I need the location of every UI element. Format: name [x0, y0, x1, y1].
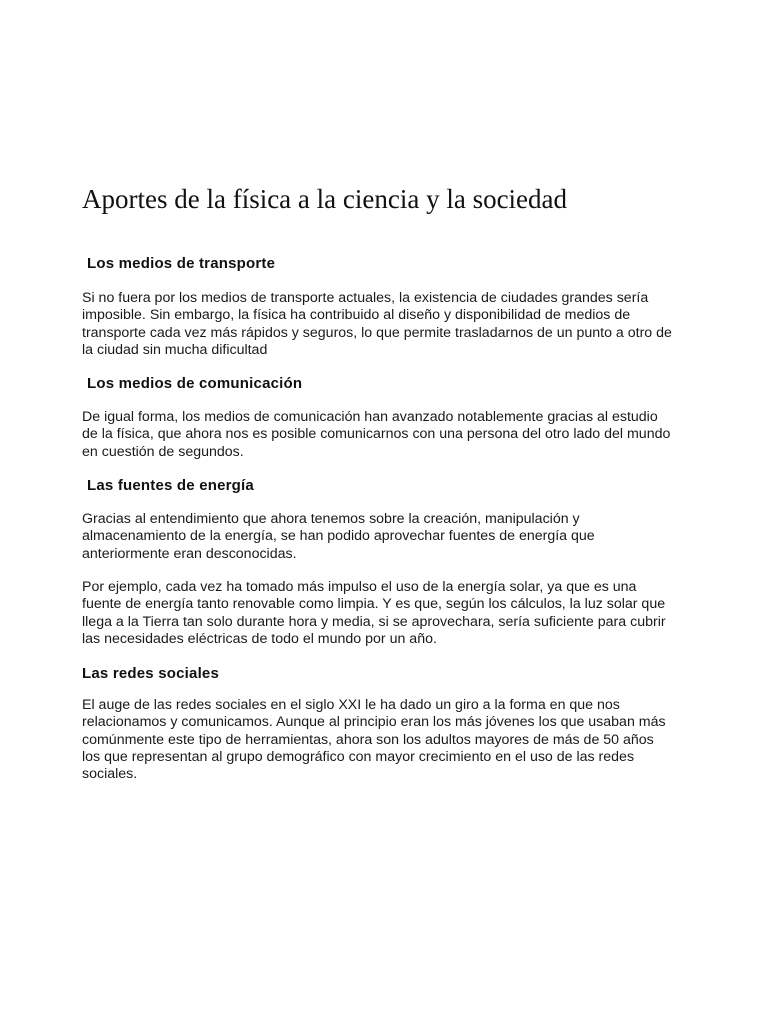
section-paragraph-redes-sociales: El auge de las redes sociales en el siglo XXI le ha dado un giro a la forma en que nos relacionamos y comunicamos. Aunque al principio eran los más jóvenes los que usaban más comúnmente este tipo de herramientas, ahora son los adultos mayores de más de 50 años los que representan al grupo demográfico con mayor crecimiento en el uso de las redes sociales. — [82, 697, 666, 783]
section-paragraph-energia-1: Gracias al entendimiento que ahora tenemos sobre la creación, manipulación y almacenamiento de la energía, se han podido aprovechar fuentes de energía que anteriormente eran desconocidas. — [82, 511, 595, 562]
section-heading-redes-sociales: Las redes sociales — [82, 665, 220, 683]
section-paragraph-energia-2: Por ejemplo, cada vez ha tomado más impulso el uso de la energía solar, ya que es una fuente de energía tanto renovable como limpia. Y es que, según los cálculos, la luz solar que llega a la Tierra tan solo durante hora y media, si se aprovechara, sería suficiente para cubrir las necesidades eléctricas de todo el mundo por un año. — [82, 578, 666, 647]
section-heading-comunicacion: Los medios de comunicación — [87, 375, 303, 393]
section-paragraph-comunicacion: De igual forma, los medios de comunicación han avanzado notablemente gracias al estudio de la física, que ahora nos es posible comunicarnos con una persona del otro lado del mundo en cuestión de segundos. — [82, 409, 671, 460]
document-body — [82, 254, 674, 784]
section-paragraph-transporte: Si no fuera por los medios de transporte actuales, la existencia de ciudades grandes sería imposible. Sin embargo, la física ha contribuido al diseño y disponibilidad de medios de transporte cada vez más rápidos y seguros, lo que permite trasladarnos de un punto a otro de la ciudad sin mucha dificultad — [82, 290, 672, 358]
document-title: Aportes de la física a la ciencia y la sociedad — [82, 184, 568, 214]
section-heading-energia: Las fuentes de energía — [87, 477, 254, 495]
section-heading-transporte: Los medios de transporte — [87, 255, 276, 272]
